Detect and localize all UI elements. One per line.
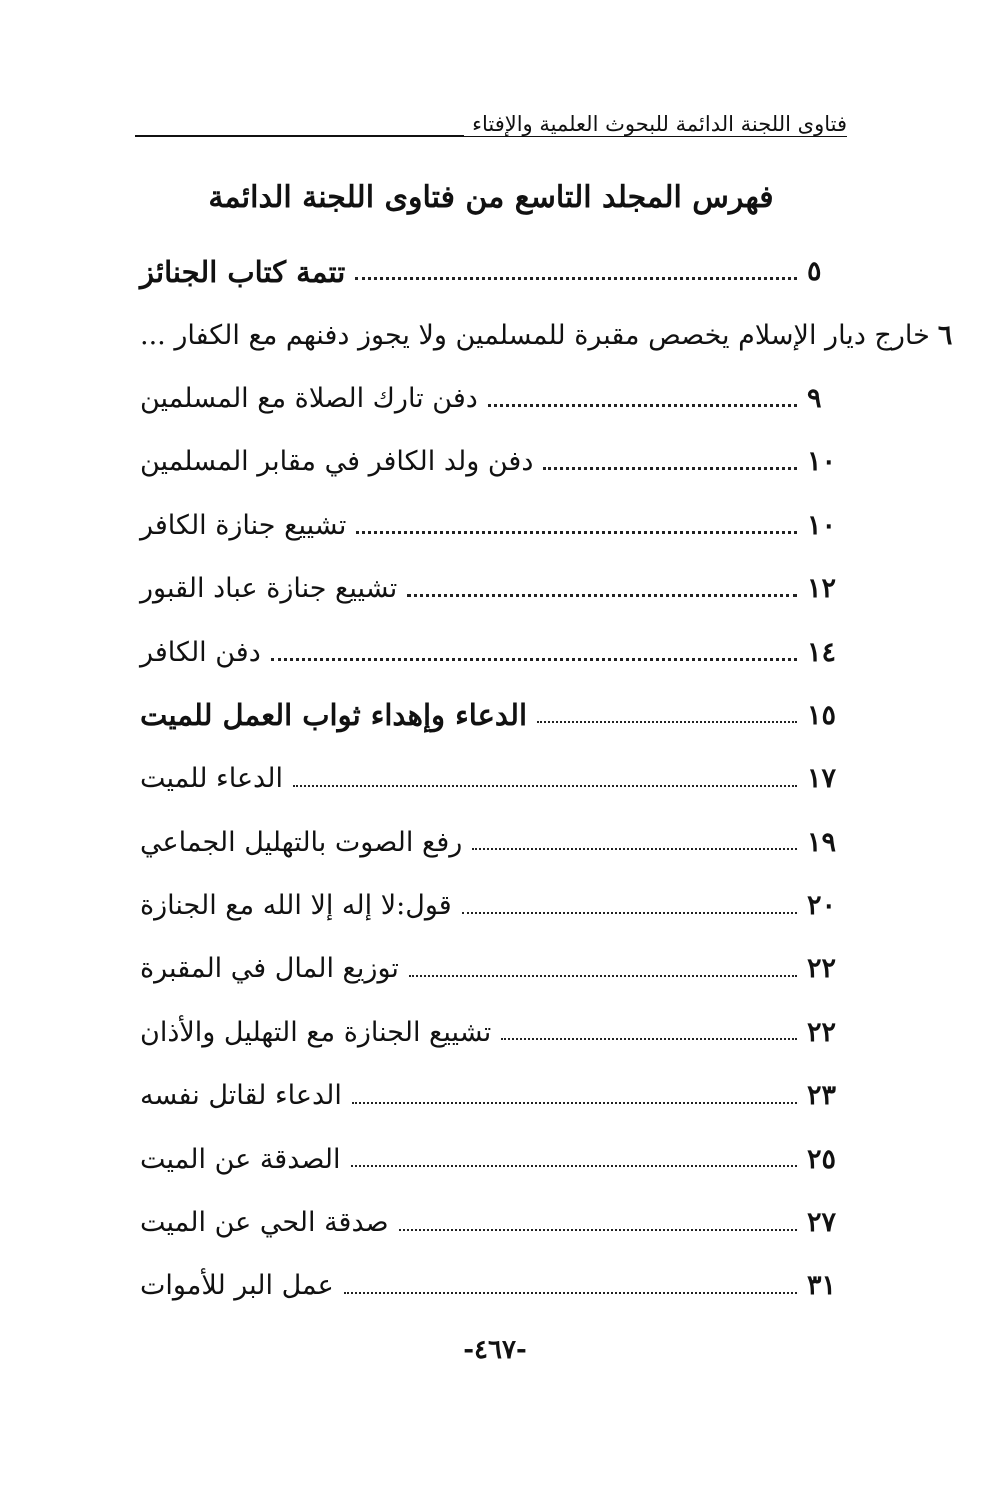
toc-entry-label: توزيع المال في المقبرة bbox=[140, 953, 399, 985]
toc-entry-page-number: ٥ bbox=[807, 256, 822, 288]
toc-entry bbox=[140, 1064, 847, 1127]
toc-entry bbox=[140, 494, 847, 557]
dot-leader bbox=[351, 1165, 797, 1167]
toc-entry-label: دفن تارك الصلاة مع المسلمين bbox=[140, 382, 478, 414]
toc-entry-label: تشييع الجنازة مع التهليل والأذان bbox=[140, 1016, 492, 1048]
toc-entry-label: دفن ولد الكافر في مقابر المسلمين bbox=[140, 446, 534, 478]
toc-entry bbox=[140, 557, 847, 620]
table-of-contents bbox=[140, 240, 953, 1318]
toc-entry bbox=[140, 937, 847, 1000]
toc-entry bbox=[140, 1191, 847, 1254]
dot-leader bbox=[462, 912, 797, 914]
dot-leader bbox=[356, 531, 797, 534]
dot-leader bbox=[537, 721, 797, 723]
dot-leader bbox=[407, 594, 797, 597]
toc-entry-label: الدعاء لقاتل نفسه bbox=[140, 1080, 342, 1112]
toc-entry-page-number: ١٠ bbox=[807, 509, 837, 541]
toc-entry bbox=[140, 747, 847, 810]
dot-leader bbox=[355, 277, 797, 280]
toc-entry-page-number: ٢٠ bbox=[807, 890, 837, 922]
toc-entry bbox=[140, 1254, 847, 1317]
toc-entry-label: صدقة الحي عن الميت bbox=[140, 1207, 389, 1239]
dot-leader bbox=[472, 848, 797, 850]
toc-entry-page-number: ٢٢ bbox=[807, 953, 837, 985]
running-header bbox=[135, 108, 847, 148]
dot-leader bbox=[344, 1292, 797, 1294]
running-header-text: فتاوى اللجنة الدائمة للبحوث العلمية والإفتاء bbox=[464, 112, 847, 136]
toc-entry bbox=[140, 874, 847, 937]
toc-entry-page-number: ٢٢ bbox=[807, 1016, 837, 1048]
toc-entry bbox=[140, 303, 953, 366]
page-number: -٤٦٧- bbox=[463, 1335, 527, 1365]
toc-entry-page-number: ٢٧ bbox=[807, 1207, 837, 1239]
toc-entry bbox=[140, 620, 847, 683]
toc-entry bbox=[140, 367, 847, 430]
toc-entry-page-number: ١٩ bbox=[807, 826, 837, 858]
toc-entry-label: رفع الصوت بالتهليل الجماعي bbox=[140, 826, 463, 858]
toc-entry-label: الدعاء وإهداء ثواب العمل للميت bbox=[140, 698, 527, 733]
toc-entry-label: تشييع جنازة عباد القبور bbox=[140, 573, 398, 605]
dot-leader bbox=[271, 658, 797, 661]
toc-entry-page-number: ١٥ bbox=[807, 699, 837, 731]
toc-entry-page-number: ١٧ bbox=[807, 763, 837, 795]
toc-entry bbox=[140, 430, 847, 493]
toc-entry-label: الصدقة عن الميت bbox=[140, 1143, 341, 1175]
toc-entry bbox=[140, 1127, 847, 1190]
index-title: فهرس المجلد التاسع من فتاوى اللجنة الدائمة bbox=[208, 180, 774, 215]
dot-leader bbox=[501, 1038, 797, 1040]
toc-entry-label: قول:لا إله إلا الله مع الجنازة bbox=[140, 890, 452, 922]
dot-leader bbox=[543, 467, 797, 470]
dot-leader bbox=[293, 785, 797, 787]
dot-leader bbox=[409, 975, 797, 977]
toc-entry-page-number: ١٢ bbox=[807, 573, 837, 605]
toc-entry-page-number: ٦ bbox=[937, 319, 953, 351]
toc-entry bbox=[140, 1001, 847, 1064]
toc-section-heading bbox=[140, 684, 847, 747]
toc-entry-page-number: ١٠ bbox=[807, 446, 837, 478]
dot-leader bbox=[352, 1102, 797, 1104]
toc-entry-page-number: ٩ bbox=[807, 382, 822, 414]
toc-entry-page-number: ٢٥ bbox=[807, 1143, 837, 1175]
dot-leader bbox=[399, 1229, 797, 1231]
toc-entry-label: عمل البر للأموات bbox=[140, 1270, 334, 1302]
toc-entry-label: الدعاء للميت bbox=[140, 763, 283, 795]
toc-entry-page-number: ٣١ bbox=[807, 1270, 837, 1302]
toc-entry bbox=[140, 811, 847, 874]
toc-entry-page-number: ٢٣ bbox=[807, 1080, 837, 1112]
dot-leader bbox=[488, 404, 797, 407]
toc-entry-label: تشييع جنازة الكافر bbox=[140, 509, 347, 541]
toc-entry-label: دفن الكافر bbox=[140, 636, 261, 668]
toc-entry-label: خارج ديار الإسلام يخصص مقبرة للمسلمين ولا يجوز دفنهم مع الكفار ... bbox=[140, 319, 930, 351]
toc-entry-page-number: ١٤ bbox=[807, 636, 837, 668]
toc-entry-label: تتمة كتاب الجنائز bbox=[140, 254, 346, 289]
toc-section-heading bbox=[140, 240, 847, 303]
